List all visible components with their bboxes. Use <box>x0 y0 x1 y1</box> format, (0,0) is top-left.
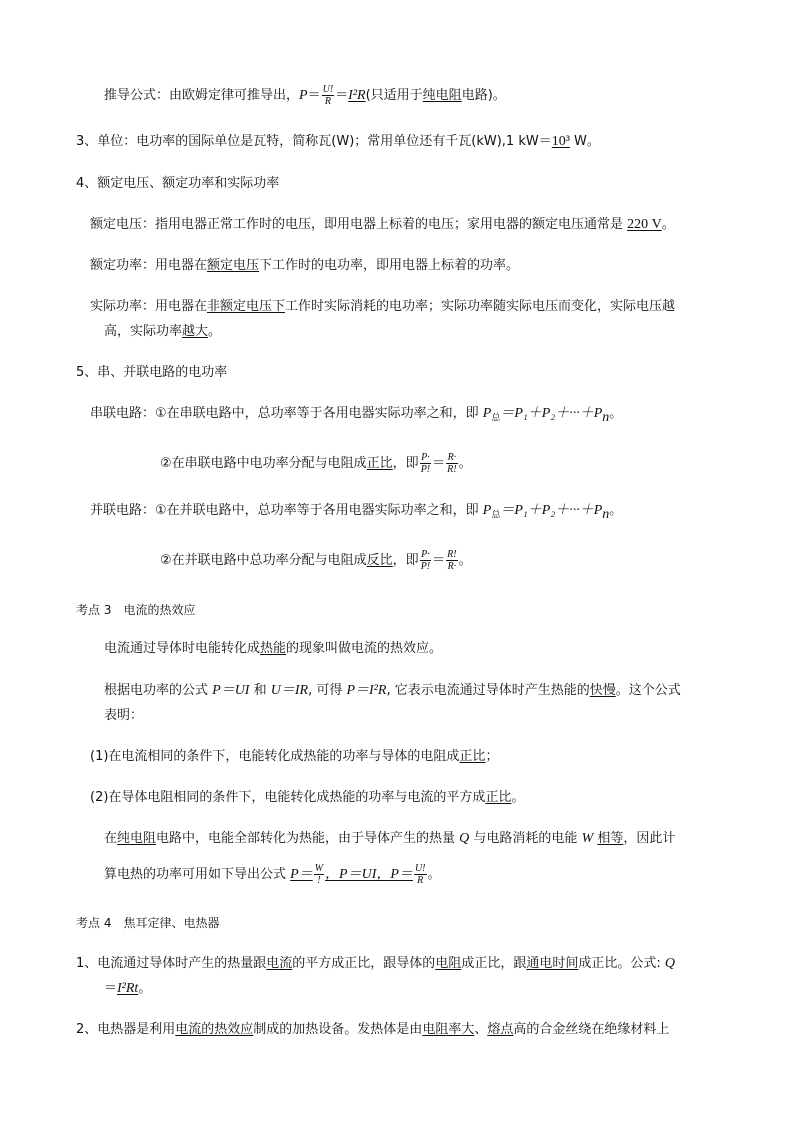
fraction-p1-over-p2: $\frac{P\cdot}{P!}$ <box>420 452 431 475</box>
fraction-w-over-t: $\frac{W}{!}$ <box>314 863 324 886</box>
fraction-r2-over-r1: $\frac{R!}{R\cdot}$ <box>447 549 457 572</box>
condition-2-line: (2)在导体电阻相同的条件下，电能转化成热能的功率与电流的平方成正比。 <box>90 790 525 805</box>
fraction-u2-over-r: $\frac{U!}{R}$ <box>322 84 334 107</box>
power-formula-line-2: 表明： <box>104 708 144 723</box>
series-ratio-line: ②在串联电路中电功率分配与电阻成正比，即 $\frac{P\cdot}{P!}$ ＝ $\frac{R\cdot}{R!}$ 。 <box>160 452 472 475</box>
fraction-u2-over-r: $\frac{U!}{R}$ <box>414 863 426 886</box>
section-heading-rated: 4、额定电压、额定功率和实际功率 <box>76 176 280 191</box>
joule-law-line-2: ＝I²Rt。 <box>104 981 152 996</box>
series-total-power-line: 串联电路：①在串联电路中，总功率等于各用电器实际功率之和，即 $P_总=P_1+P_2+\cdot\cdot\cdot+P_n$。 <box>90 406 623 425</box>
parallel-total-power-line: 并联电路：①在并联电路中，总功率等于各用电器实际功率之和，即 $P_总=P_1+P_2+\cdot\cdot\cdot+P_n$。 <box>90 503 623 522</box>
actual-power-line: 实际功率：用电器在非额定电压下工作时实际消耗的电功率；实际功率随实际电压而变化，实际电压越 <box>90 299 676 314</box>
heat-effect-definition-line: 电流通过导体时电能转化成热能的现象叫做电流的热效应。 <box>104 641 443 656</box>
pure-resistance-line: 在纯电阻电路中，电能全部转化为热能，由于导体产生的热量 Q 与电路消耗的电能 W 相等，因此计 <box>104 831 676 846</box>
section-heading-kaodian4: 考点 4 焦耳定律、电热器 <box>76 916 220 930</box>
formula-derivation-line: 推导公式：由欧姆定律可推导出，P＝ $\frac{U!}{R}$ ＝I²R(只适用于纯电阻电路)。 <box>104 84 506 107</box>
section-heading-series-parallel: 5、串、并联电路的电功率 <box>76 365 228 380</box>
actual-power-line-2: 高，实际功率越大。 <box>104 324 222 339</box>
fraction-p1-over-p2: $\frac{P\cdot}{P!}$ <box>420 549 431 572</box>
parallel-ratio-line: ②在并联电路中总功率分配与电阻成反比，即 $\frac{P\cdot}{P!}$ ＝ $\frac{R!}{R\cdot}$ 。 <box>160 549 472 572</box>
power-formula-line: 根据电功率的公式 P＝UI 和 U＝IR, 可得 P＝I²R, 它表示电流通过导体时产生热能的快慢。这个公式 <box>104 683 681 698</box>
section-heading-kaodian3: 考点 3 电流的热效应 <box>76 603 196 617</box>
unit-line: 3、单位：电功率的国际单位是瓦特，简称瓦(W)；常用单位还有千瓦(kW),1 kW＝10³ W。 <box>76 134 600 149</box>
rated-voltage-line: 额定电压：指用电器正常工作时的电压，即用电器上标着的电压；家用电器的额定电压通常是 220 V。 <box>90 217 675 232</box>
joule-law-line: 1、电流通过导体时产生的热量跟电流的平方成正比，跟导体的电阻成正比，跟通电时间成正比。公式: Q <box>76 956 675 971</box>
derived-formulas: P＝ $\frac{W}{!}$ ，P＝UI，P＝ $\frac{U!}{R}$ <box>290 863 426 886</box>
rated-power-line: 额定功率：用电器在额定电压下工作时的电功率，即用电器上标着的功率。 <box>90 258 520 273</box>
derived-formula-line: 算电热的功率可用如下导出公式 P＝ $\frac{W}{!}$ ，P＝UI，P＝ $\frac{U!}{R}$ 。 <box>104 863 441 886</box>
condition-1-line: (1)在电流相同的条件下，电能转化成热能的功率与导体的电阻成正比； <box>90 749 499 764</box>
heater-line: 2、电热器是利用电流的热效应制成的加热设备。发热体是由电阻率大、熔点高的合金丝绕在绝缘材料上 <box>76 1022 670 1037</box>
fraction-r1-over-r2: $\frac{R\cdot}{R!}$ <box>447 452 457 475</box>
